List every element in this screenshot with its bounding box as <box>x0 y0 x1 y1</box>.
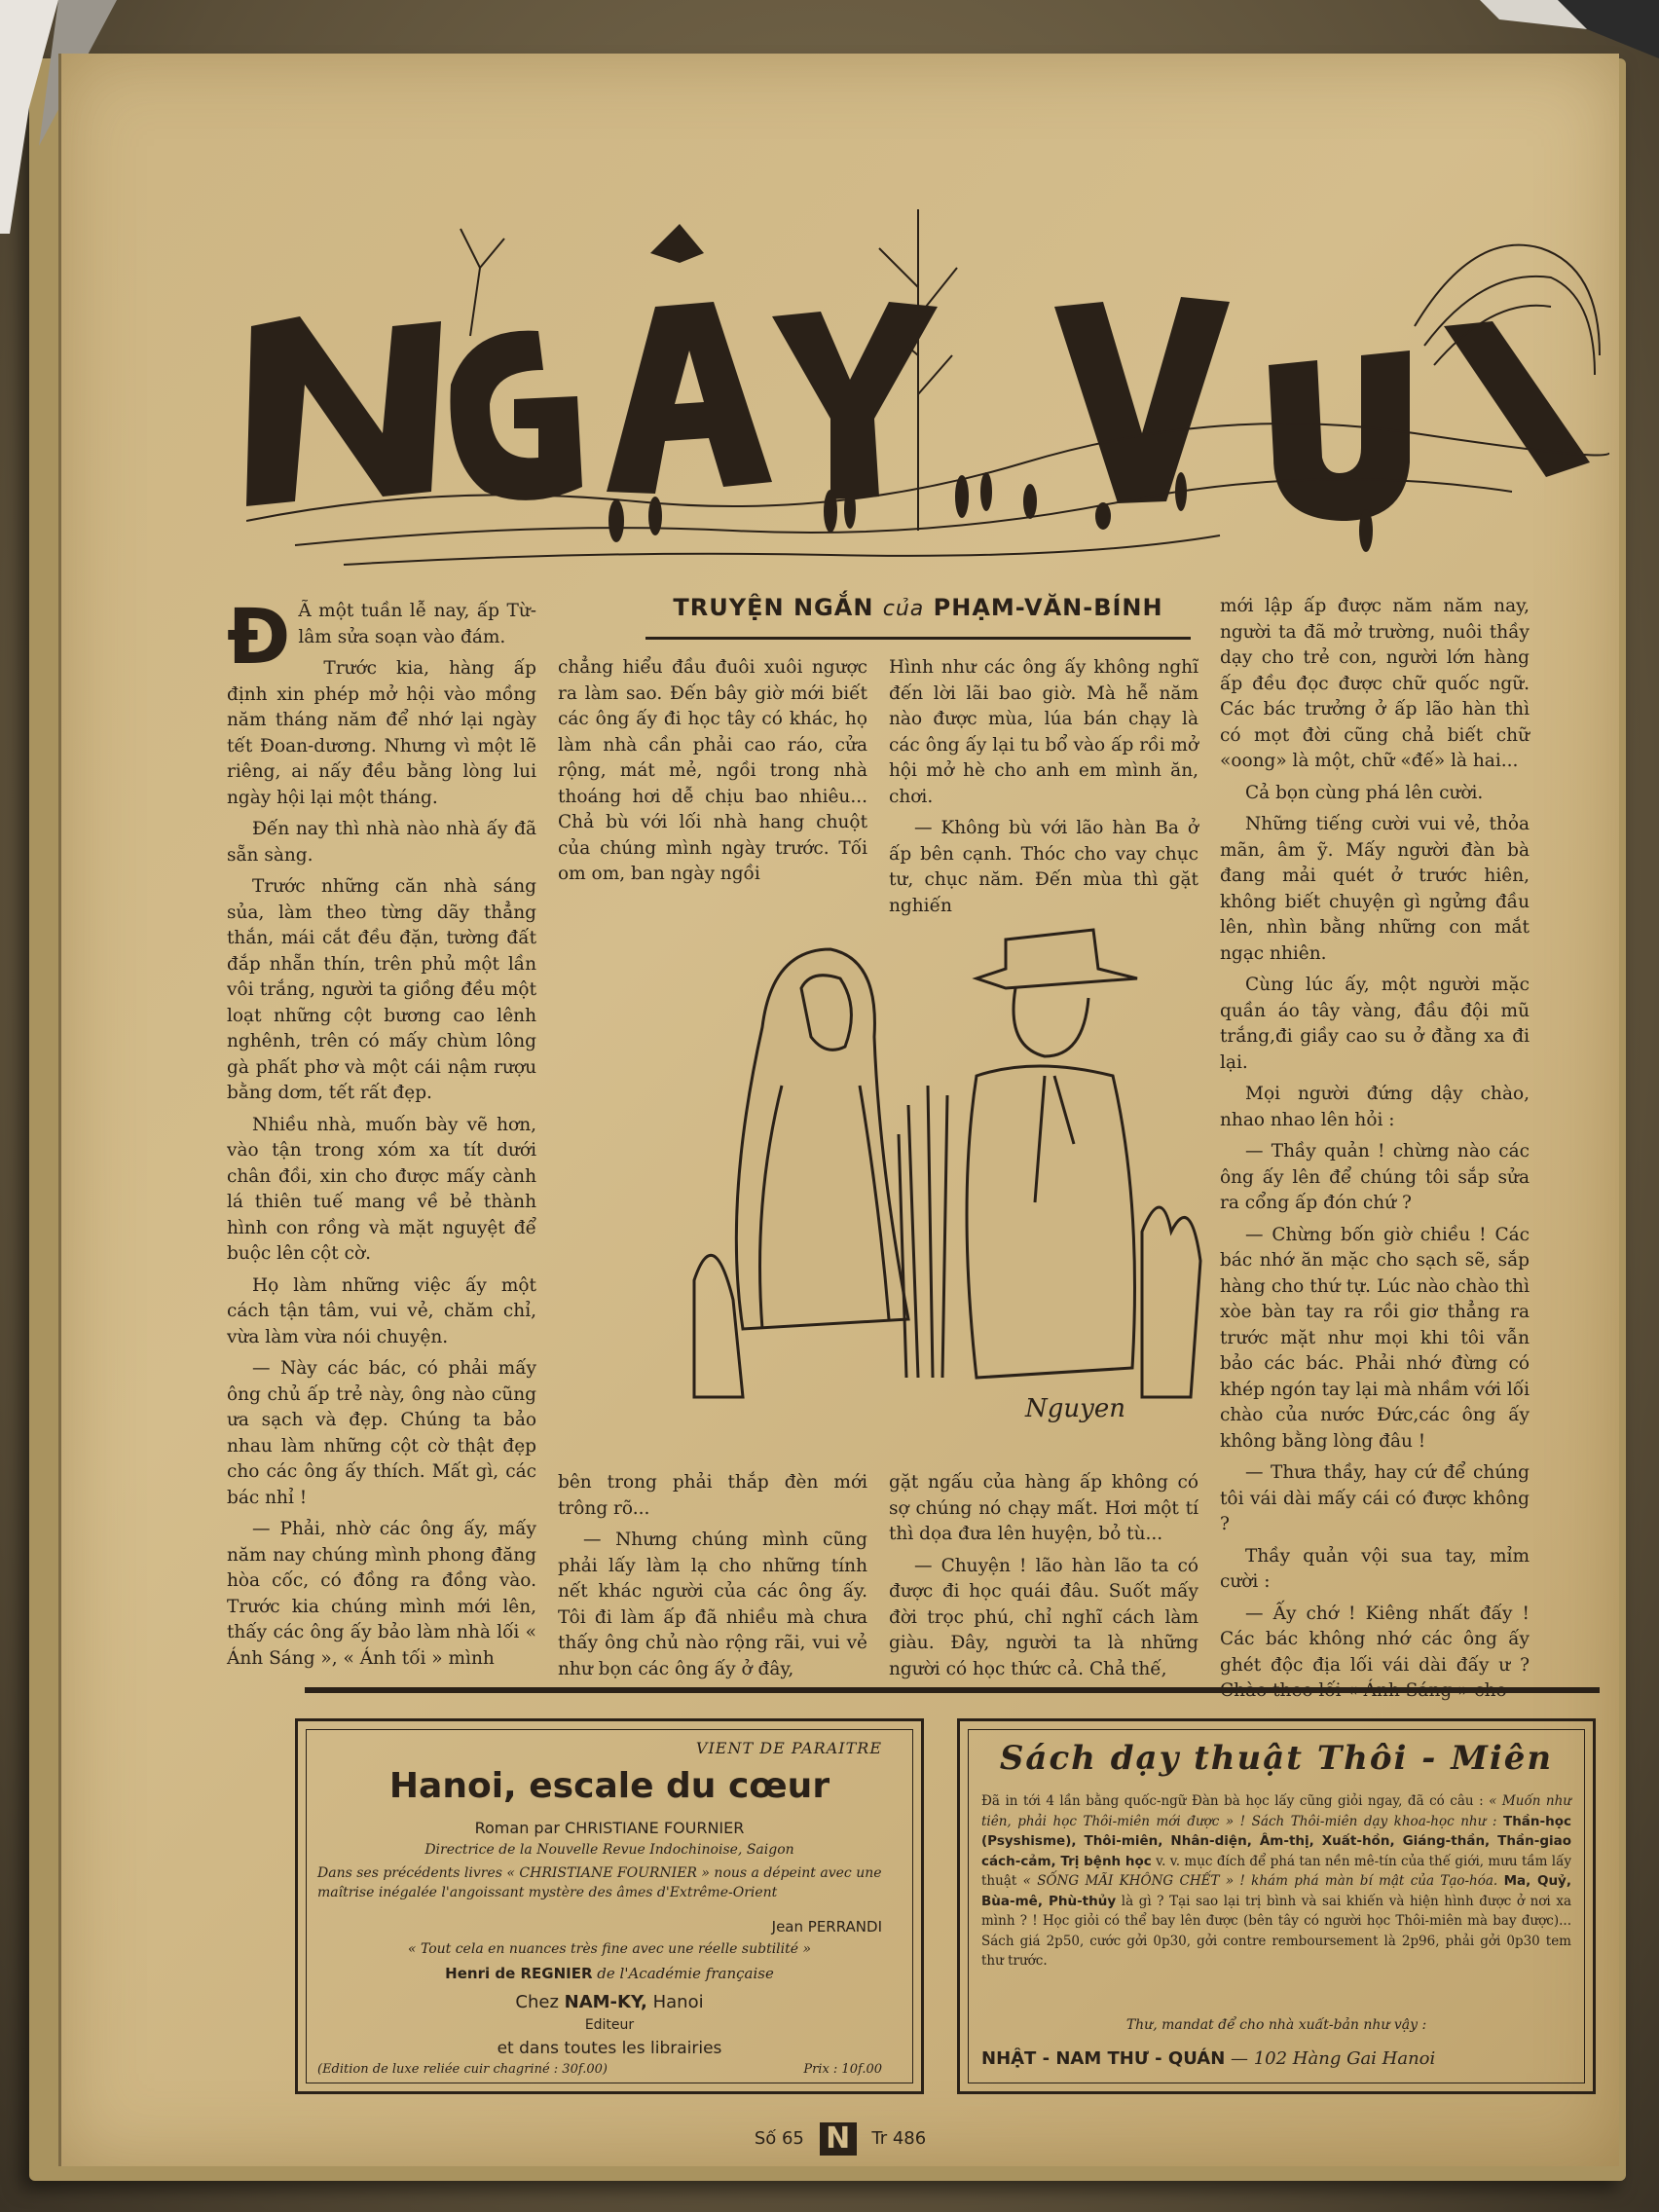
ad-signature-2-name: Henri de REGNIER <box>445 1965 593 1982</box>
paragraph: Trước những căn nhà sáng sủa, làm theo từng dãy thẳng thắn, mái cắt đều đặn, tường đất đắp nhẵn thín, trên phủ một lần vôi trắng, người ta giồng đều một loạt những cột bương cao lênh nghênh, trên có mấy chùm lông gà phất phơ và một cái nậm rượu bằng dơm, tết rất đẹp. <box>227 876 536 1103</box>
ad-line: là gì ? Tại sao lại trị bình và sai khiến và hiện hình được ở nơi xa mình ? ! Học giỏi có thể bay lên được (bên tây có người học Thôi-miên mà bay được)... Sách giá 2p50, cước gởi 0p30, gởi contre remboursement là 2p96, phải gởi 0p30 tem thư trước. <box>981 1893 1572 1969</box>
ad-publisher: NHẬT - NAM THƯ - QUÁN <box>981 2048 1226 2069</box>
column-4 <box>1220 594 1530 1711</box>
advertisement-thoi-mien <box>957 1718 1596 2094</box>
ad-address: — 102 Hàng Gai Hanoi <box>1231 2048 1436 2069</box>
paragraph: Cùng lúc ấy, một người mặc quần áo tây vàng, đầu đội mũ trắng,đi giầy cao su ở đằng xa đi lại. <box>1220 975 1530 1073</box>
title-art-ngay-vui <box>246 209 1609 579</box>
ad-line: « SỐNG MÃI KHÔNG CHẾT » ! khám phá màn bí mật của Tạo-hóa. <box>1022 1873 1498 1889</box>
paragraph: — Thưa thầy, hay cứ để chúng tôi vái dài mấy cái có được không ? <box>1220 1462 1530 1534</box>
paragraph: Cả bọn cùng phá lên cười. <box>1245 782 1484 803</box>
paragraph: — Chuyện ! lão hàn lão ta có được đi học quái đâu. Suốt mấy đời trọc phú, chỉ nghĩ cách làm giàu. Đây, người ta là những người có học thức cả. Chả thế, <box>889 1555 1198 1679</box>
page-footer <box>61 2122 1619 2156</box>
advertisement-hanoi-escale <box>295 1718 924 2094</box>
paragraph: Những tiếng cười vui vẻ, thỏa mãn, âm ỹ. Mấy người đàn bà đang mải quét ở trước hiên, không biết chuyện gì ngửng đầu lên, nhìn bằng những con mắt ngạc nhiên. <box>1220 814 1530 964</box>
ad-edition: (Edition de luxe reliée cuir chagriné : 30f.00) <box>317 2062 608 2077</box>
illustration-couple <box>684 910 1230 1436</box>
paragraph: — Này các bác, có phải mấy ông chủ ấp trẻ này, ông nào cũng ưa sạch và đẹp. Chúng ta bảo nhau làm những cột cờ thật đẹp cho các ông ấy thích. Mất gì, các bác nhỉ ! <box>227 1358 536 1508</box>
paragraph: Trước kia, hàng ấp định xin phép mở hội vào mồng năm tháng năm để nhớ lại ngày tết Đoan-dương. Nhưng vì một lẽ riêng, ai nấy đều bằng lòng lui ngày hội lại một tháng. <box>227 658 536 808</box>
ad-body <box>981 1791 1571 1972</box>
ad-role: Directrice de la Nouvelle Revue Indochinoise, Saigon <box>424 1842 794 1858</box>
paragraph: — Chừng bốn giờ chiều ! Các bác nhớ ăn mặc cho sạch sẽ, sắp hàng cho thứ tự. Lúc nào chào thì xòe bàn tay ra rồi giơ thẳng ra trước mặt như mọi khi tôi vẫn bảo các bác. Phải nhớ đừng có khép ngón tay lại mà nhầm với lối chào của nước Đức,các ông ấy không bằng lòng đâu ! <box>1220 1224 1530 1452</box>
ad-title: Hanoi, escale du cœur <box>388 1766 830 1806</box>
ad-tag: VIENT DE PARAITRE <box>695 1739 882 1757</box>
ad-publisher-line <box>981 2048 1571 2069</box>
paragraph: — Ấy chớ ! Kiêng nhất đấy ! Các bác không nhớ các ông ấy ghét độc địa lối vái dài đấy ư ? <box>1220 1603 1530 1676</box>
column-3-top <box>889 655 1198 925</box>
column-2-bottom <box>558 1470 867 1688</box>
ad-signature-2 <box>298 1965 921 1982</box>
ad-quote: « Tout cela en nuances très fine avec une réelle subtilité » <box>407 1941 812 1957</box>
ad-signature-1: Jean PERRANDI <box>771 1918 882 1936</box>
paragraph: chẳng hiểu đầu đuôi xuôi ngược ra làm sao. Đến bây giờ mới biết các ông ấy đi học tây có khác, họ làm nhà cần phải cao ráo, cửa rộng, mát mẻ, ngồi trong nhà thoáng hơi dễ chịu bao nhiêu... Chả bù với lối nhà hang chuột của chúng mình ngày trước. Tối om om, ban ngày ngồi <box>558 657 867 884</box>
magazine-page <box>58 54 1619 2166</box>
ad-title: Sách dạy thuật Thôi - Miên <box>999 1739 1554 1778</box>
ad-signature-2-role: de l'Académie française <box>597 1965 774 1982</box>
ad-topics-2: Ma, Quỷ, Bùa-mê, Phù-thủy <box>981 1873 1571 1909</box>
paragraph: Mọi người đứng dậy chào, nhao nhao lên hỏi : <box>1220 1084 1530 1130</box>
paragraph: gặt ngấu của hàng ấp không có sợ chúng nó chạy mất. Hơi một tí thì dọa đưa lên huyện, bỏ tù... <box>889 1472 1198 1544</box>
ad-note: Thư, mandat để cho nhà xuất-bản như vậy : <box>1125 2017 1427 2033</box>
paragraph: Đến nay thì nhà nào nhà ấy đã sẵn sàng. <box>227 819 536 866</box>
drop-cap: Đ <box>227 594 291 682</box>
issue-number: Số 65 <box>754 2128 804 2149</box>
paragraph: — Nhưng chúng mình cũng phải lấy làm lạ cho những tính nết khác người của các ông ấy. Tôi đi làm ấp đã nhiều mà chưa thấy ông chủ nào rộng rãi, vui vẻ như bọn các ông ấy ở đây, <box>558 1530 867 1679</box>
ad-topics: Thần-học (Psyshisme), Thôi-miên, Nhân-diện, Âm-thị, Xuất-hồn, Giáng-thần, Thần-giao cách-cảm, Trị bệnh học <box>981 1813 1572 1869</box>
paragraph: — Thầy quản ! chừng nào các ông ấy lên để chúng tôi sắp sửa ra cổng ấp đón chứ ? <box>1220 1141 1530 1213</box>
ad-chez-city: Hanoi <box>652 1992 704 2012</box>
byline <box>645 594 1191 640</box>
ad-line: v. v. mục đích để phá tan nền mê-tín của thế giới, mưu tầm lấy thuật <box>981 1853 1571 1889</box>
ad-line: « Muốn như tiên, phải học Thôi-miên mới được » ! Sách Thôi-miên dạy khoa-học như : <box>981 1793 1571 1829</box>
paragraph: — Không bù với lão hàn Ba ở ấp bên cạnh. Thóc cho vay chục tư, chục năm. Đến mùa thì gặt nghiến <box>889 818 1198 916</box>
byline-of: của <box>882 597 925 621</box>
byline-author: PHẠM-VĂN-BÍNH <box>933 594 1163 621</box>
paragraph: — Phải, nhờ các ông ấy, mấy năm nay chúng mình phong đăng hòa cốc, có đồng ra đồng vào. Trước kia chúng mình mới lên, thấy các ông ấy bảo làm nhà lối « Ánh Sáng », « Ánh tối » mình <box>227 1519 536 1669</box>
magazine-logo: N <box>820 2122 857 2156</box>
paragraph: Hình như các ông ấy không nghĩ đến lời lãi bao giờ. Mà hễ năm nào được mùa, lúa bán chạy là các ông ấy lại tu bổ vào ấp rồi mở hội mở hè cho anh em mình ăn, chơi. <box>889 657 1198 807</box>
column-3-bottom <box>889 1470 1198 1688</box>
paragraph: bên trong phải thắp đèn mới trông rõ... <box>558 1472 867 1519</box>
column-2-top <box>558 655 867 894</box>
illustration-signature: Nguyen <box>1025 1394 1125 1423</box>
column-1 <box>227 594 536 1677</box>
ad-chez-prefix: Chez <box>515 1992 559 2012</box>
ad-editeur: Editeur <box>584 2017 635 2033</box>
ad-body: Dans ses précédents livres « CHRISTIANE FOURNIER » nous a dépeint avec une maîtrise inégalée l'angoissant mystère des âmes d'Extrême-Orient <box>317 1865 882 1900</box>
ad-subtitle: Roman par CHRISTIANE FOURNIER <box>474 1819 745 1837</box>
ad-line: Đã in tới 4 lần bằng quốc-ngữ Đàn bà học lấy cũng giỏi ngay, đã có câu : <box>981 1793 1484 1809</box>
page-number: Tr 486 <box>871 2128 927 2149</box>
byline-prefix: TRUYỆN NGẮN <box>673 594 874 621</box>
paragraph: Nhiều nhà, muốn bày vẽ hơn, vào tận trong xóm xa tít dưới chân đồi, xin cho được mấy cành lá thiên tuế mang về bẻ thành hình con rồng và mặt nguyệt để buộc lên cột cờ. <box>227 1114 536 1264</box>
paragraph: mới lập ấp được năm năm nay, người ta đã mở trường, nuôi thầy dạy cho trẻ con, người lớn hàng ấp đều đọc được chữ quốc ngữ. Các bác trưởng ở ấp lão hàn thì có mọt đời cũng chả biết chữ «oong» là một, chữ «đế» là hai... <box>1220 596 1530 771</box>
paragraph: Thầy quản vội sua tay, mỉm cười : <box>1220 1545 1530 1592</box>
ad-chez-name: NAM-KY, <box>564 1992 647 2012</box>
ad-price: Prix : 10f.00 <box>803 2062 882 2077</box>
ad-dans: et dans toutes les librairies <box>497 2039 722 2058</box>
paragraph: Ã một tuần lễ nay, ấp Từ-lâm sửa soạn vào đám. <box>298 601 536 647</box>
section-divider <box>305 1687 1600 1693</box>
paragraph: Họ làm những việc ấy một cách tận tâm, vui vẻ, chăm chỉ, vừa làm vừa nói chuyện. <box>227 1274 536 1347</box>
ad-chez <box>298 1992 921 2012</box>
